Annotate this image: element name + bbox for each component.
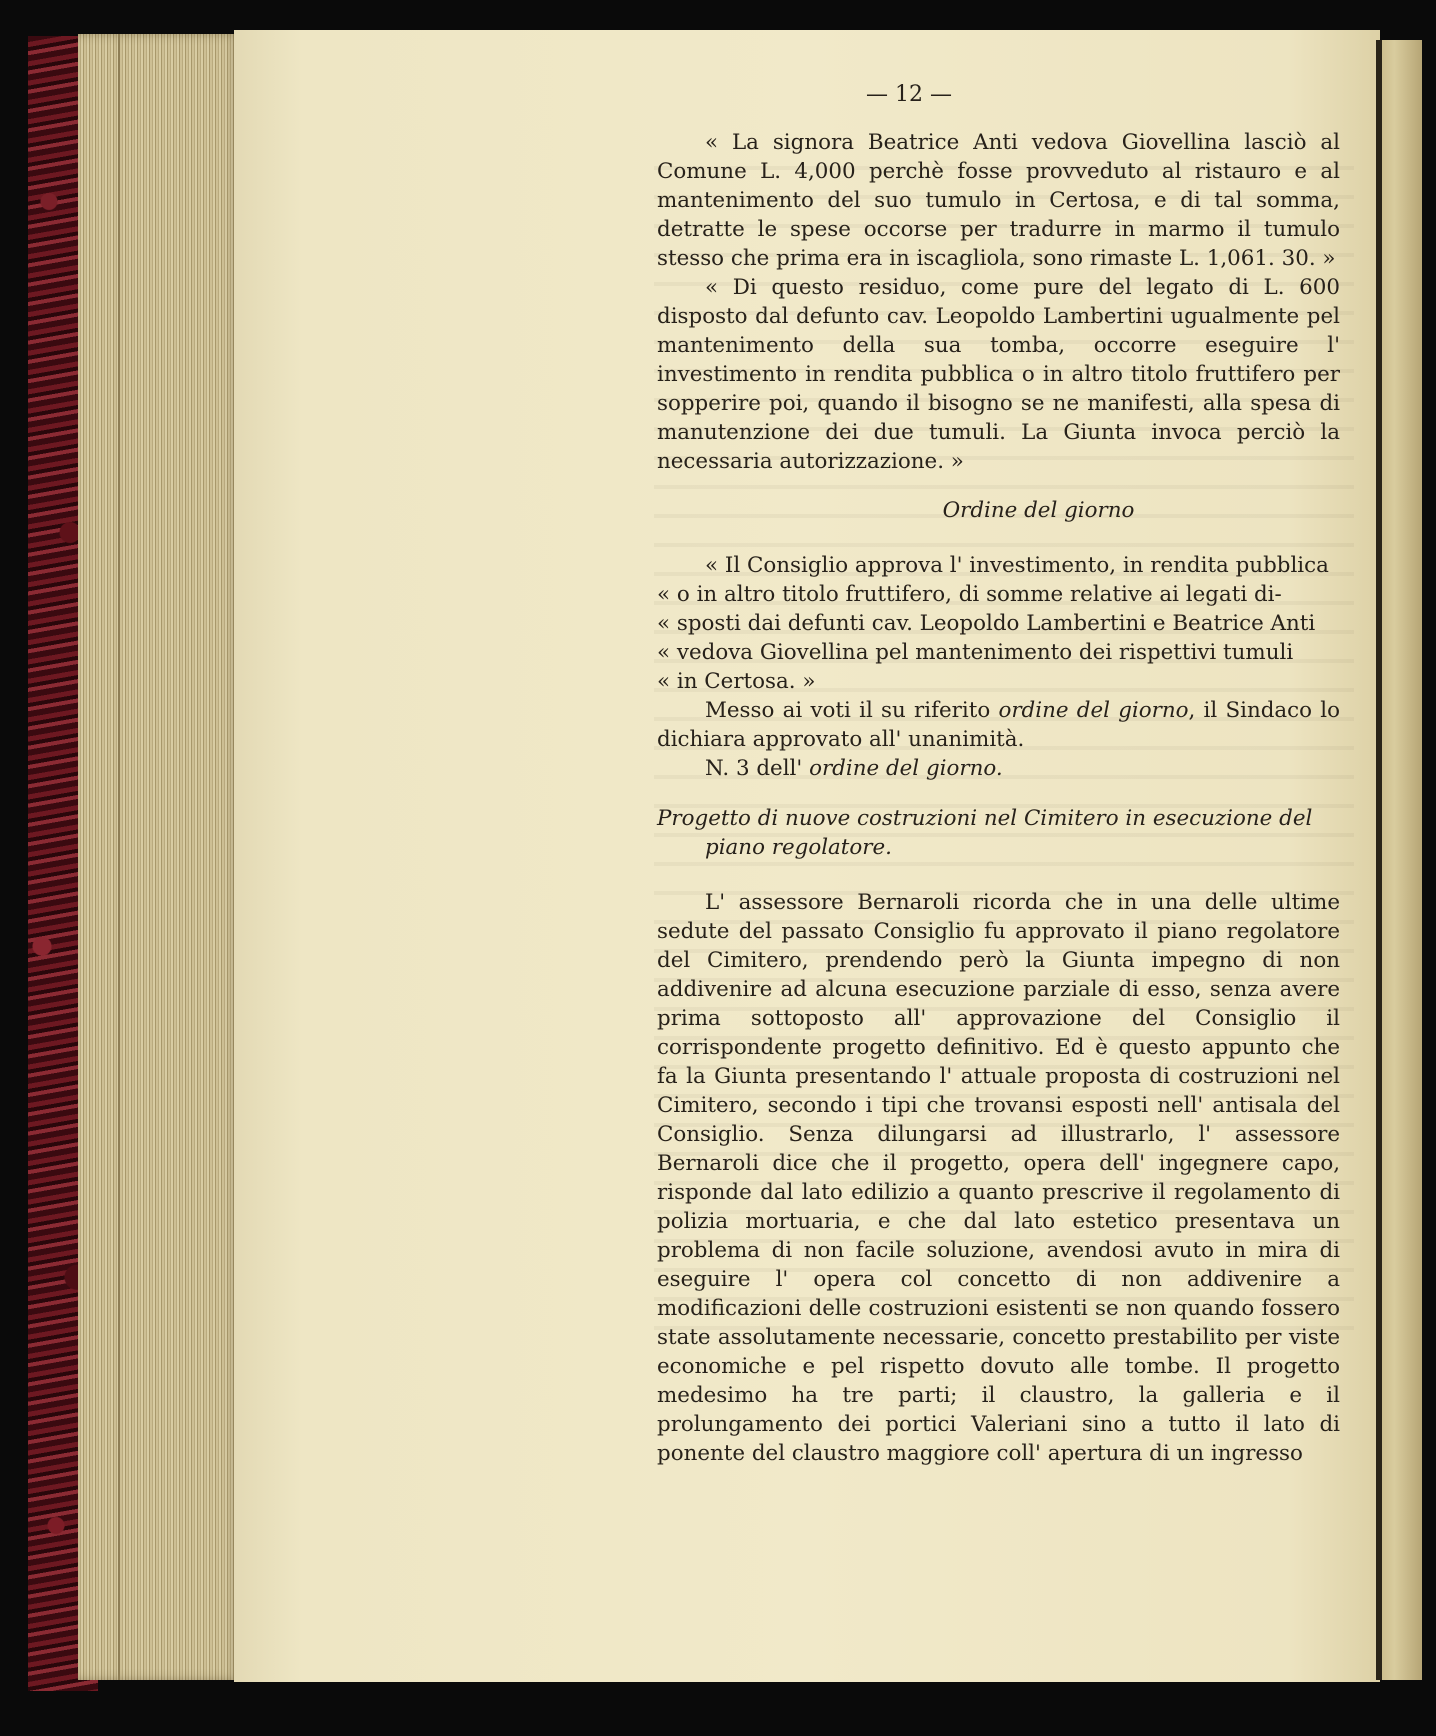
ordine-heading: Ordine del giorno [942,498,1135,523]
page-edges-right [1376,40,1422,1680]
item-number-paragraph [657,754,1340,783]
vote-paragraph [657,696,1340,754]
paragraph-bernaroli: L' assessore Bernaroli ricorda che in una delle ultime sedute del passato Consiglio fu approvato il piano regolatore del Cimitero, prendendo però la Giunta impegno di non addivenire ad alcuna esecuzione parziale di esso, senza avere prima sottoposto all' approvazione del Consiglio il corrispondente progetto definitivo. Ed è questo appunto che fa la Giunta presentando l' attuale proposta di costruzioni nel Cimitero, secondo i tipi che trovansi esposti nell' antisala del Consiglio. Senza dilungarsi ad illustrarlo, l' assessore Bernaroli dice che il progetto, opera dell' ingegnere capo, risponde dal lato edilizio a quanto prescrive il regolamento di polizia mortuaria, e che dal lato estetico presentava un problema di non facile soluzione, avendosi avuto in mira di eseguire l' opera col concetto di non addivenire a modificazioni delle costruzioni esistenti se non quando fossero state assolutamente necessarie, concetto prestabilito per viste economiche e pel rispetto dovuto alle tombe. Il progetto medesimo ha tre parti; il claustro, la galleria e il prolungamento dei portici Valeriani sino a tutto il lato di ponente del claustro maggiore coll' apertura di un ingresso [657,890,1340,1466]
page-body [657,128,1436,1468]
ordine-line: « in Certosa. » [657,669,816,694]
ordine-line: « Il Consiglio approva l' investimento, in rendita pubblica [705,553,1329,578]
ordine-text [657,551,1436,696]
item-italic: ordine del giorno. [809,756,1003,781]
page-number: — 12 — [866,82,952,107]
page-edges-left [78,34,240,1680]
item-prefix: N. 3 dell' [705,756,810,781]
ordine-line: « vedova Giovellina pel mantenimento dei rispettivi tumuli [657,640,1294,665]
ordine-line: « o in altro titolo fruttifero, di somme relative ai legati di- [657,582,1282,607]
vote-text-italic: ordine del giorno [998,698,1189,723]
ordine-line: « sposti dai defunti cav. Leopoldo Lambertini e Beatrice Anti [657,611,1316,636]
paragraph-bequest-anti: « La signora Beatrice Anti vedova Giovellina lasciò al Comune L. 4,000 perchè fosse provveduto al ristauro e al mantenimento del suo tumulo in Certosa, e di tal somma, detratte le spese occorse per tradurre in marmo il tumulo stesso che prima era in iscagliola, sono rimaste L. 1,061. 30. » [657,130,1340,271]
paragraph-residue-investment: « Di questo residuo, come pure del legato di L. 600 disposto dal defunto cav. Leopoldo Lambertini ugualmente pel mantenimento della sua tomba, occorre eseguire l' investimento in rendita pubblica o in altro titolo fruttifero per sopperire poi, quando il bisogno se ne manifesti, alla spesa di manutenzione dei due tumuli. La Giunta invoca perciò la necessaria autorizzazione. » [657,275,1340,474]
book-page [234,30,1380,1682]
vote-text-1: Messo ai voti il su riferito [705,698,999,723]
section-title: Progetto di nuove costruzioni nel Cimitero in esecuzione del piano regolatore. [657,806,1313,860]
vote-text-2: , il Sindaco lo dichiara approvato all' unanimità. [657,698,1340,752]
